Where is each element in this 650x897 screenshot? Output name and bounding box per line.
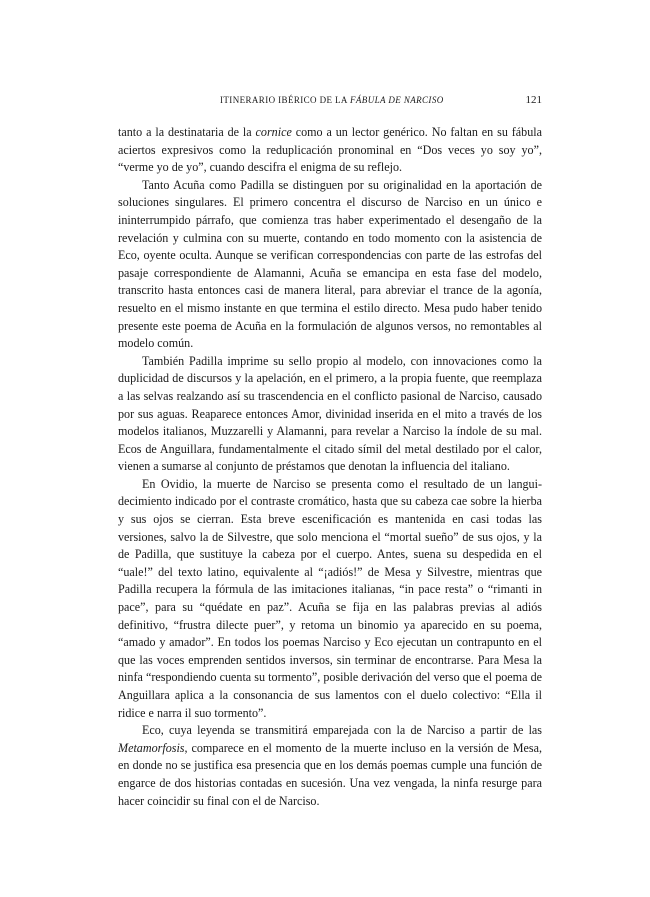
page-number: 121 xyxy=(525,94,542,106)
paragraph xyxy=(118,353,542,476)
text-run: Tanto Acuña como Padilla se distinguen por su originalidad en la aportación de soluciones singulares. El primero concentra el discurso de Narciso en un único e ininterrumpido párrafo, que comienza tras haber experimentado el desengaño de la revelación y culmina con su muerte, contando en todo momento con la asistencia de Eco, oyente oculta. Aunque se verifican correspondencias con parte de las estrofas del pasaje correspondiente de Alamanni, Acuña se emancipa en esta fase del modelo, transcrito hasta entonces casi de manera literal, para abreviar el trance de la agonía, resuelto en el mismo instante en que termina el estilo directo. Mesa pudo haber tenido presente este poema de Acuña en la formulación de algunos versos, no remontables al modelo común. xyxy=(118,177,542,351)
running-head xyxy=(118,95,542,109)
text-run: como a un lector genérico. No faltan en su fábula aciertos expresivos como la reduplicación pronominal en “Dos veces yo soy yo”, “verme yo de yo”, cuando descifra el enigma de su reflejo. xyxy=(118,125,542,175)
italic-text: Metamorfosis xyxy=(118,740,185,755)
text-run: También Padilla imprime su sello propio al modelo, con innovaciones como la duplicidad de discursos y la apelación, en el primero, a la propia fuente, que reemplaza a las selvas realzando así su trascendencia en el conflicto pasional de Narciso, causado por sus aguas. Reaparece entonces Amor, divinidad inserida en el mito a través de los modelos italianos, Muzzarelli y Alamanni, para revelar a Narciso la índole de su mal. Ecos de Anguillara, fundamentalmente el citado símil del metal destilado por el calor, vienen a sumarse al conjunto de préstamos que denotan la influencia del italiano. xyxy=(118,353,542,474)
body-text xyxy=(118,124,542,810)
text-run: Eco, cuya leyenda se transmitirá emparejada con la de Narciso a partir de las xyxy=(142,723,542,738)
running-head-title-italic: FÁBULA DE NARCISO xyxy=(350,95,444,105)
text-run: , comparece en el momento de la muerte incluso en la versión de Mesa, en donde no se justifica esa presencia que en los demás poemas cumple una función de engarce de dos historias contadas en sucesión. Una vez vengada, la ninfa resurge para hacer coincidir su final con el de Narciso. xyxy=(118,740,542,808)
paragraph xyxy=(118,722,542,810)
running-head-title-prefix: ITINERARIO IBÉRICO DE LA xyxy=(220,95,350,105)
text-run: tanto a la destinataria de la xyxy=(118,125,256,139)
paragraph xyxy=(118,124,542,177)
running-head-title xyxy=(220,95,444,105)
paragraph xyxy=(118,476,542,722)
text-run: En Ovidio, la muerte de Narciso se presenta como el resultado de un languidecimiento indicado por el contraste cromático, hasta que su cabeza cae sobre la hierba y sus ojos se cierran. Esta breve escenificación es mantenida en casi todas las versiones, salvo la de Silvestre, que solo menciona el “mortal sueño” de sus ojos, y la de Padilla, que sustituye la cabeza por el cuerpo. Antes, suena su despedida en el “uale!” del texto latino, equivalente al “¡adiós!” de Mesa y Silvestre, mientras que Padilla recupera la fórmula de las imitaciones italianas, “in pace resta” o “rimanti in pace”, para su “quédate en paz”. Acuña se fija en las palabras previas al adiós definitivo, “frustra dilecte puer”, y retoma un binomio ya aparecido en su poema, “amado y amador”. En todos los poemas Narciso y Eco ejecutan un contrapunto en el que las voces emprenden sentidos inversos, sin terminar de encontrarse. Para Mesa la ninfa “respondiendo cuenta su tormento”, posible derivación del verso que el poema de Anguillara aplica a la consonancia de sus lamentos con el duelo colectivo: “Ella il ridice e narra il suo tormento”. xyxy=(118,476,542,720)
italic-text: cornice xyxy=(255,125,292,139)
paragraph xyxy=(118,177,542,353)
